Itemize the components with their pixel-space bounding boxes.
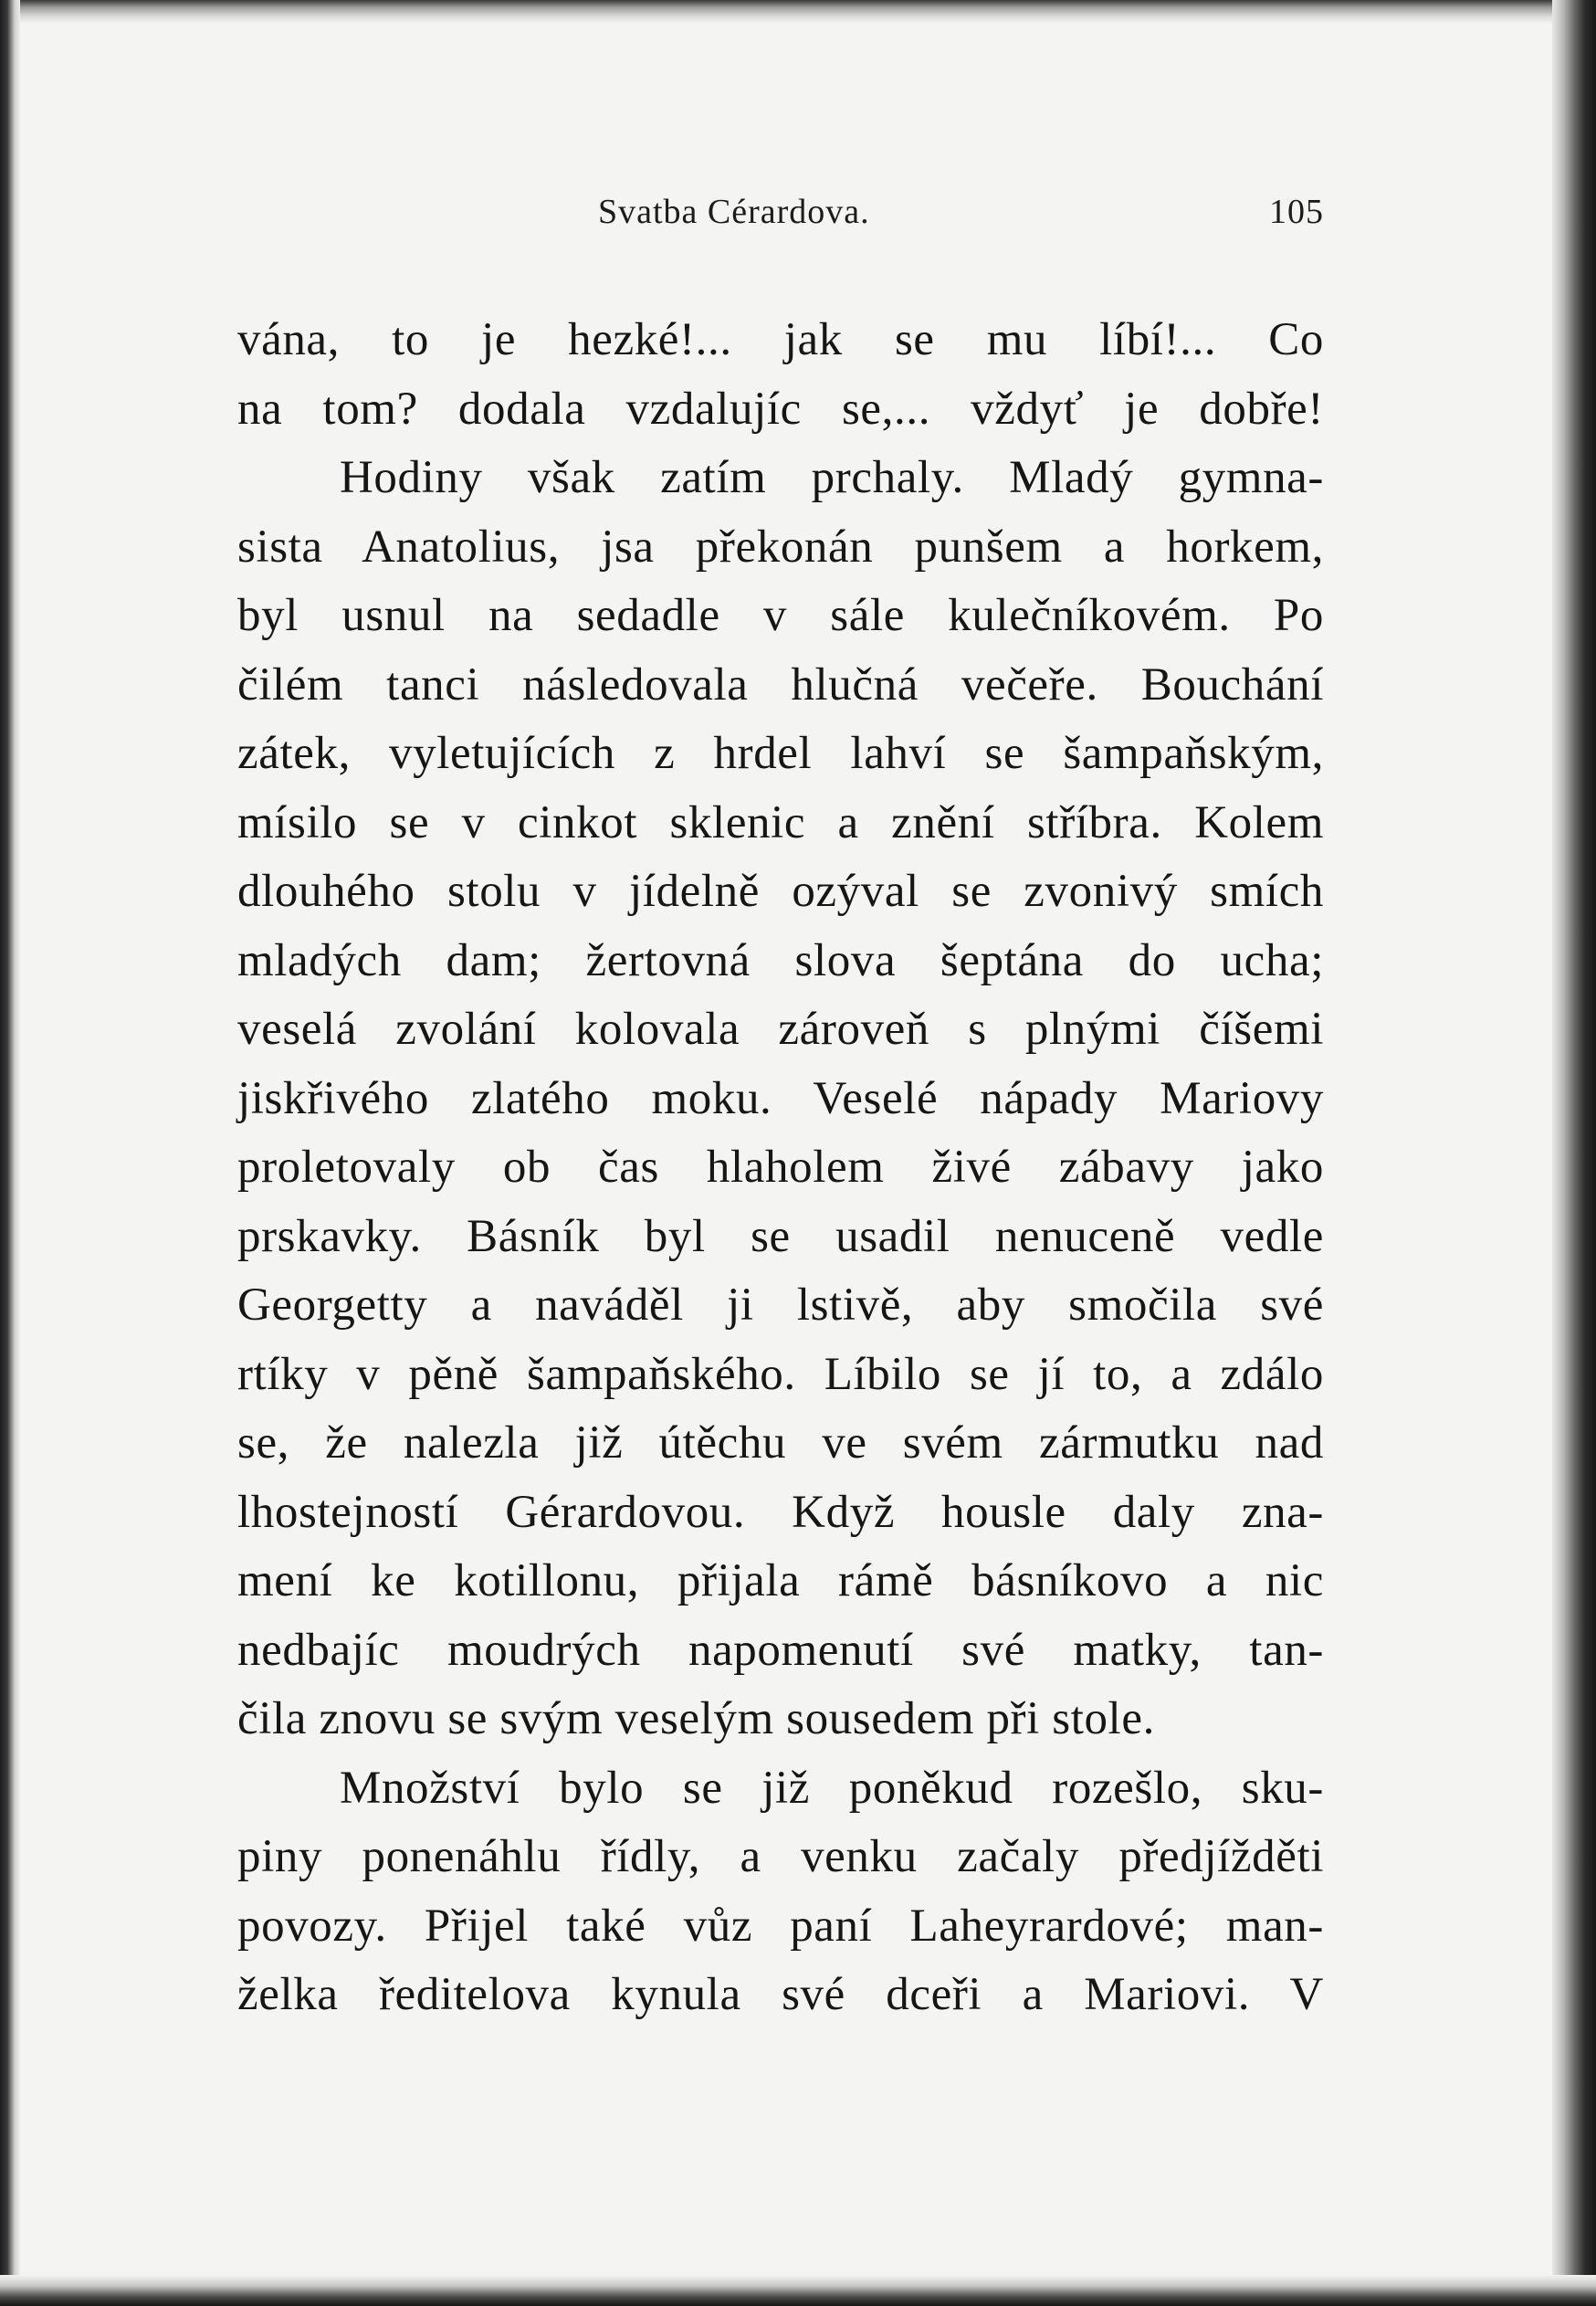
text-line: nedbajíc moudrých napomenutí své matky, tan- [237,1624,1324,1676]
text-line: čilém tanci následovala hlučná večeře. Bouchání [237,658,1324,711]
page-top-scan-edge [0,0,1596,24]
text-line: prskavky. Básník byl se usadil nenuceně vedle [237,1210,1324,1262]
page-bottom-scan-edge [0,2275,1596,2306]
text-line: dlouhého stolu v jídelně ozýval se zvonivý smích [237,866,1324,917]
text-line: proletovaly ob čas hlaholem živé zábavy jako [237,1142,1324,1193]
text-line: povozy. Přijel také vůz paní Laheyrardové; man- [237,1900,1324,1952]
text-line: na tom? dodala vzdalujíc se,... vždyť je dobře! [237,383,1324,435]
text-line: mení ke kotillonu, přijala rámě básníkovo a nic [237,1555,1324,1606]
paragraph-first-line: Množství bylo se již poněkud rozešlo, sku- [340,1762,1324,1814]
text-line: lhostejností Gérardovou. Když housle daly zna- [237,1486,1324,1538]
paragraph-last-line: čila znovu se svým veselým sousedem při stole. [237,1693,1155,1744]
text-line: vána, to je hezké!... jak se mu líbí!... Co [237,314,1324,365]
text-line: veselá zvolání kolovala zároveň s plnými číšemi [237,1004,1324,1055]
page-right-scan-edge [1552,0,1596,2306]
running-title: Svatba Cérardova. [598,193,870,231]
page-number: 105 [1269,193,1324,231]
text-line: jiskřivého zlatého moku. Veselé nápady Mariovy [237,1072,1324,1124]
text-line: mladých dam; žertovná slova šeptána do ucha; [237,934,1324,986]
text-line: zátek, vyletujících z hrdel lahví se šampaňským, [237,728,1324,779]
text-line: mísilo se v cinkot sklenic a znění stříbra. Kolem [237,796,1324,848]
text-line: byl usnul na sedadle v sále kulečníkovém. Po [237,590,1324,641]
paragraph-first-line: Hodiny však zatím prchaly. Mladý gymna- [340,452,1324,503]
text-line: rtíky v pěně šampaňského. Líbilo se jí to, a zdálo [237,1348,1324,1400]
page-left-scan-edge [0,0,20,2306]
body-text [237,306,1324,2030]
text-line: piny ponenáhlu řídly, a venku začaly předjížděti [237,1831,1324,1882]
text-line: sista Anatolius, jsa překonán punšem a horkem, [237,521,1324,573]
text-line: želka ředitelova kynula své dceři a Mariovi. V [237,1969,1324,2020]
text-line: Georgetty a naváděl ji lstivě, aby smočila své [237,1279,1324,1331]
running-head [237,192,1324,247]
text-line: se, že nalezla již útěchu ve svém zármutku nad [237,1417,1324,1469]
